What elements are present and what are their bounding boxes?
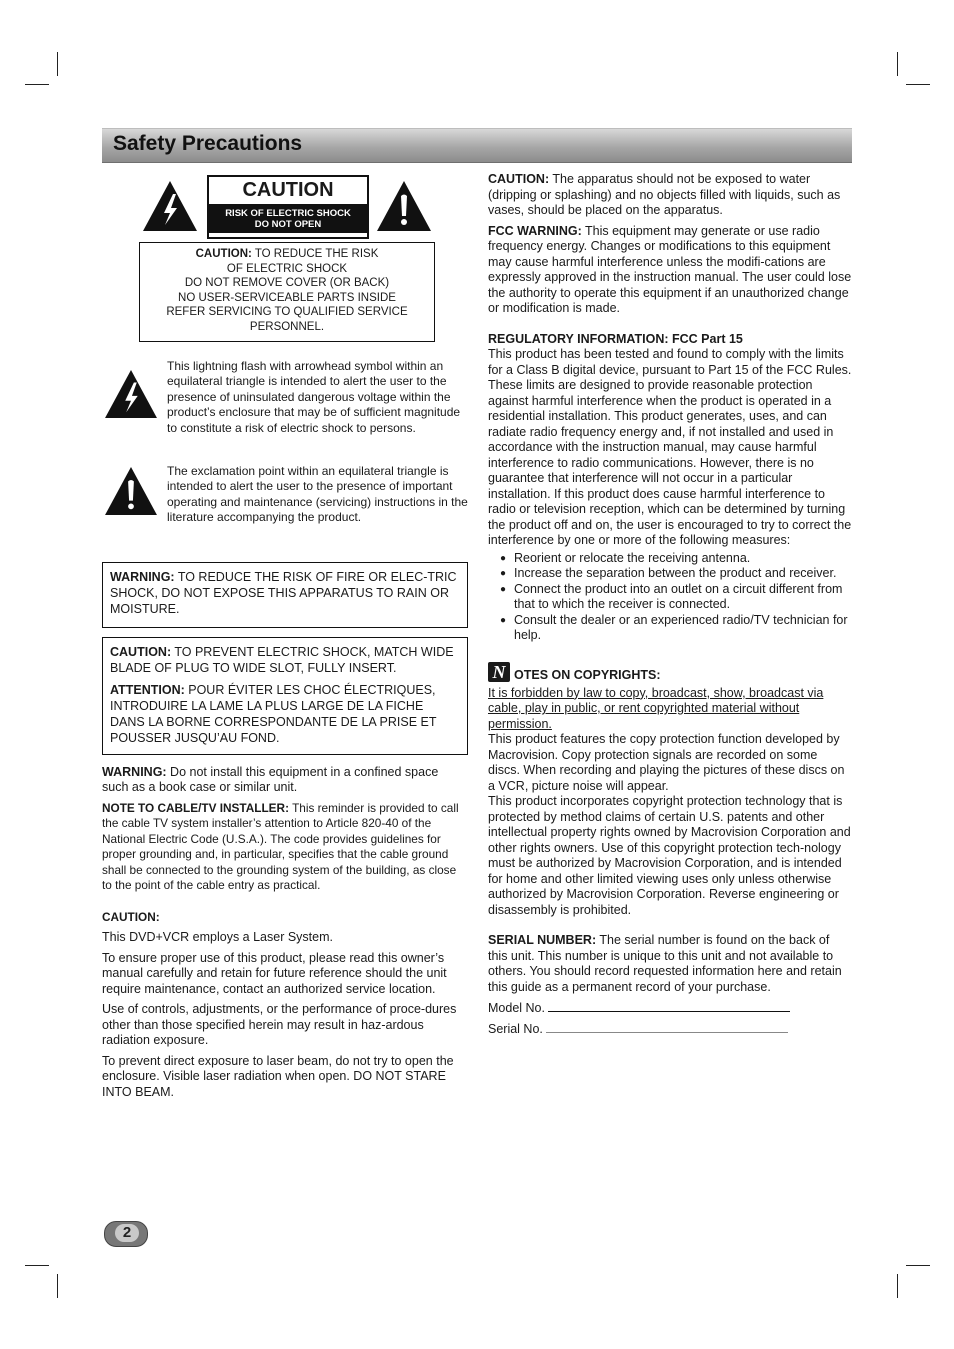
exclamation-icon: [104, 466, 158, 516]
crop-mark: [57, 1274, 58, 1298]
crop-mark: [25, 84, 49, 85]
laser-caution-heading: CAUTION:: [102, 909, 160, 924]
macrovision-p2: This product incorporates copyright protection technology that is protected by method claims of certain U.S. patents and other intellectual property rights owned by Macrovision Corporation and other rights owners. Use of this copyright protection tech-nology must be authorized by Macrovision Corporation, and is intended for home and other limited viewing uses only unless otherwise authorized by Macrovision Corporation. Reverse engineering or disassembly is prohibited.: [488, 794, 851, 917]
copyright-forbidden-text: It is forbidden by law to copy, broadcast, show, broadcast via cable, play in public, or rent copyrighted material without permission.: [488, 685, 824, 731]
right-column: [488, 172, 852, 1037]
list-item: ● Increase the separation between the product and receiver.: [500, 566, 852, 582]
cable-installer-note: NOTE TO CABLE/TV INSTALLER: This reminder is provided to call the cable TV system installer’s attention to Article 820-40 of the National Electric Code (U.S.A.). The code provides guidelines for proper grounding and, in particular, specifies that the cable ground shall be connected to the grounding system of the building, as close to the point of the cable entry as practical.: [102, 800, 459, 893]
fcc-warning: FCC WARNING: This equipment may generate or use radio frequency energy. Changes or modifications to this equipment may cause harmful interference unless the modifi-cations are expressly approved in the instruction manual. The user could lose the authority to operate this equipment if an unauthorized change or modification is made.: [488, 223, 852, 315]
risk-line: OF ELECTRIC SHOCK: [226, 262, 348, 275]
caution-label: [102, 170, 468, 232]
interference-measures-list: [500, 551, 852, 644]
water-caution: CAUTION: The apparatus should not be exposed to water (dripping or splashing) and no objects filled with liquids, such as vases, should be placed on the apparatus.: [488, 172, 841, 217]
lightning-icon: [104, 369, 158, 419]
caution-band: [209, 204, 367, 233]
risk-line: REFER SERVICING TO QUALIFIED SERVICE: [166, 306, 408, 319]
laser-p3: Use of controls, adjustments, or the performance of proce-dures other than those specified herein may result in haz-ardous radiation exposure.: [102, 1002, 457, 1048]
crop-mark: [897, 1274, 898, 1298]
page-number-badge: [104, 1221, 148, 1247]
caution-band-line1: RISK OF ELECTRIC SHOCK: [225, 208, 351, 219]
confined-space-warning: WARNING: Do not install this equipment in a confined space such as a book case or similar unit.: [102, 764, 439, 795]
title-bar: [102, 128, 852, 163]
plug-caution-box: [102, 637, 468, 755]
crop-mark: [897, 52, 898, 76]
risk-line: NO USER-SERVICEABLE PARTS INSIDE: [178, 291, 396, 304]
page-title: Safety Precautions: [113, 132, 303, 155]
copyright-notes-heading: [488, 662, 852, 686]
laser-p1: This DVD+VCR employs a Laser System.: [102, 930, 333, 945]
list-item: ● Connect the product into an outlet on a circuit different from that to which the receiver is connected.: [500, 582, 852, 613]
exclamation-warning-icon: [376, 180, 432, 232]
fire-warning-text: WARNING: TO REDUCE THE RISK OF FIRE OR ELEC-TRIC SHOCK, DO NOT EXPOSE THIS APPARATUS TO RAIN OR MOISTURE.: [110, 569, 457, 616]
risk-line: CAUTION: TO REDUCE THE RISK: [195, 248, 379, 260]
caution-sticker: [207, 175, 369, 239]
notes-initial-icon: N: [488, 662, 510, 682]
regulatory-heading: REGULATORY INFORMATION: FCC Part 15: [488, 331, 743, 346]
caution-band-line2: DO NOT OPEN: [254, 219, 322, 230]
risk-line: DO NOT REMOVE COVER (OR BACK): [184, 277, 390, 290]
lightning-explanation: [102, 359, 468, 449]
left-column: [102, 170, 468, 1100]
plug-caution-text: CAUTION: TO PREVENT ELECTRIC SHOCK, MATCH WIDE BLADE OF PLUG TO WIDE SLOT, FULLY INSERT.: [110, 644, 454, 675]
crop-mark: [25, 1265, 49, 1266]
laser-p2: To ensure proper use of this product, please read this owner’s manual carefully and retain for future reference should the unit require maintenance, contact an authorized service location.: [102, 950, 447, 996]
fire-warning-box: [102, 562, 468, 628]
risk-of-shock-box: [139, 242, 435, 342]
exclamation-text: The exclamation point within an equilateral triangle is intended to alert the user to the presence of important operating and maintenance (servicing) instructions in the literature accompanying the product.: [167, 463, 468, 525]
macrovision-p1: This product features the copy protection function developed by Macrovision. Copy protection signals are recorded on some discs. When recording and playing the pictures of these discs on a VCR, picture noise will appear.: [488, 732, 845, 793]
lightning-text: This lightning flash with arrowhead symbol within an equilateral triangle is intended to alert the user to the presence of uninsulated dangerous voltage within the product’s enclosure that may be of sufficient magnitude to constitute a risk of electric shock to persons.: [167, 358, 461, 435]
laser-p4: To prevent direct exposure to laser beam, do not try to open the enclosure. Visible laser radiation when open. DO NOT STARE INTO BEAM.: [102, 1053, 454, 1099]
caution-title: CAUTION: [242, 179, 334, 201]
risk-line: PERSONNEL.: [249, 320, 325, 333]
serial-number-field: Serial No.: [488, 1021, 852, 1038]
crop-mark: [906, 1265, 930, 1266]
lightning-warning-icon: [142, 180, 198, 232]
copyright-heading-text: OTES ON COPYRIGHTS:: [514, 667, 661, 682]
regulatory-text: This product has been tested and found to comply with the limits for a Class B digital device, pursuant to Part 15 of the FCC Rules. These limits are designed to provide reasonable protection against harmful interference when the product is operated in a residential installation. This product generates, uses, and can radiate radio frequency energy and, if not installed and used in accordance with the instruction manual, may cause harmful interference to radio communications. However, there is no guarantee that interference will not occur in a particular installation. If this product does cause harmful interference to radio or television reception, which can be determined by turning the product off and on, the user is encouraged to try to correct the interference by one or more of the following measures:: [488, 347, 852, 547]
exclamation-explanation: [102, 464, 468, 554]
model-number-line: [548, 1000, 790, 1012]
serial-number-note: SERIAL NUMBER: The serial number is found on the back of this unit. This number is unique to this unit and not available to others. You should record requested information here and retain this guide as a permanent record of your purchase.: [488, 933, 842, 994]
risk-bold: CAUTION:: [195, 248, 252, 260]
list-item: ● Consult the dealer or an experienced radio/TV technician for help.: [500, 613, 852, 644]
page-number: 2: [115, 1224, 139, 1242]
crop-mark: [906, 84, 930, 85]
crop-mark: [57, 52, 58, 76]
plug-attention-text: ATTENTION: POUR ÉVITER LES CHOC ÉLECTRIQUES, INTRODUIRE LA LAME LA PLUS LARGE DE LA FICHE DANS LA BORNE CORRESPONDANTE DE LA PRISE ET POUSSER JUSQU’AU FOND.: [110, 682, 437, 745]
model-number-field: Model No.: [488, 1000, 852, 1017]
list-item: ● Reorient or relocate the receiving antenna.: [500, 551, 852, 567]
serial-number-line: [546, 1021, 788, 1033]
